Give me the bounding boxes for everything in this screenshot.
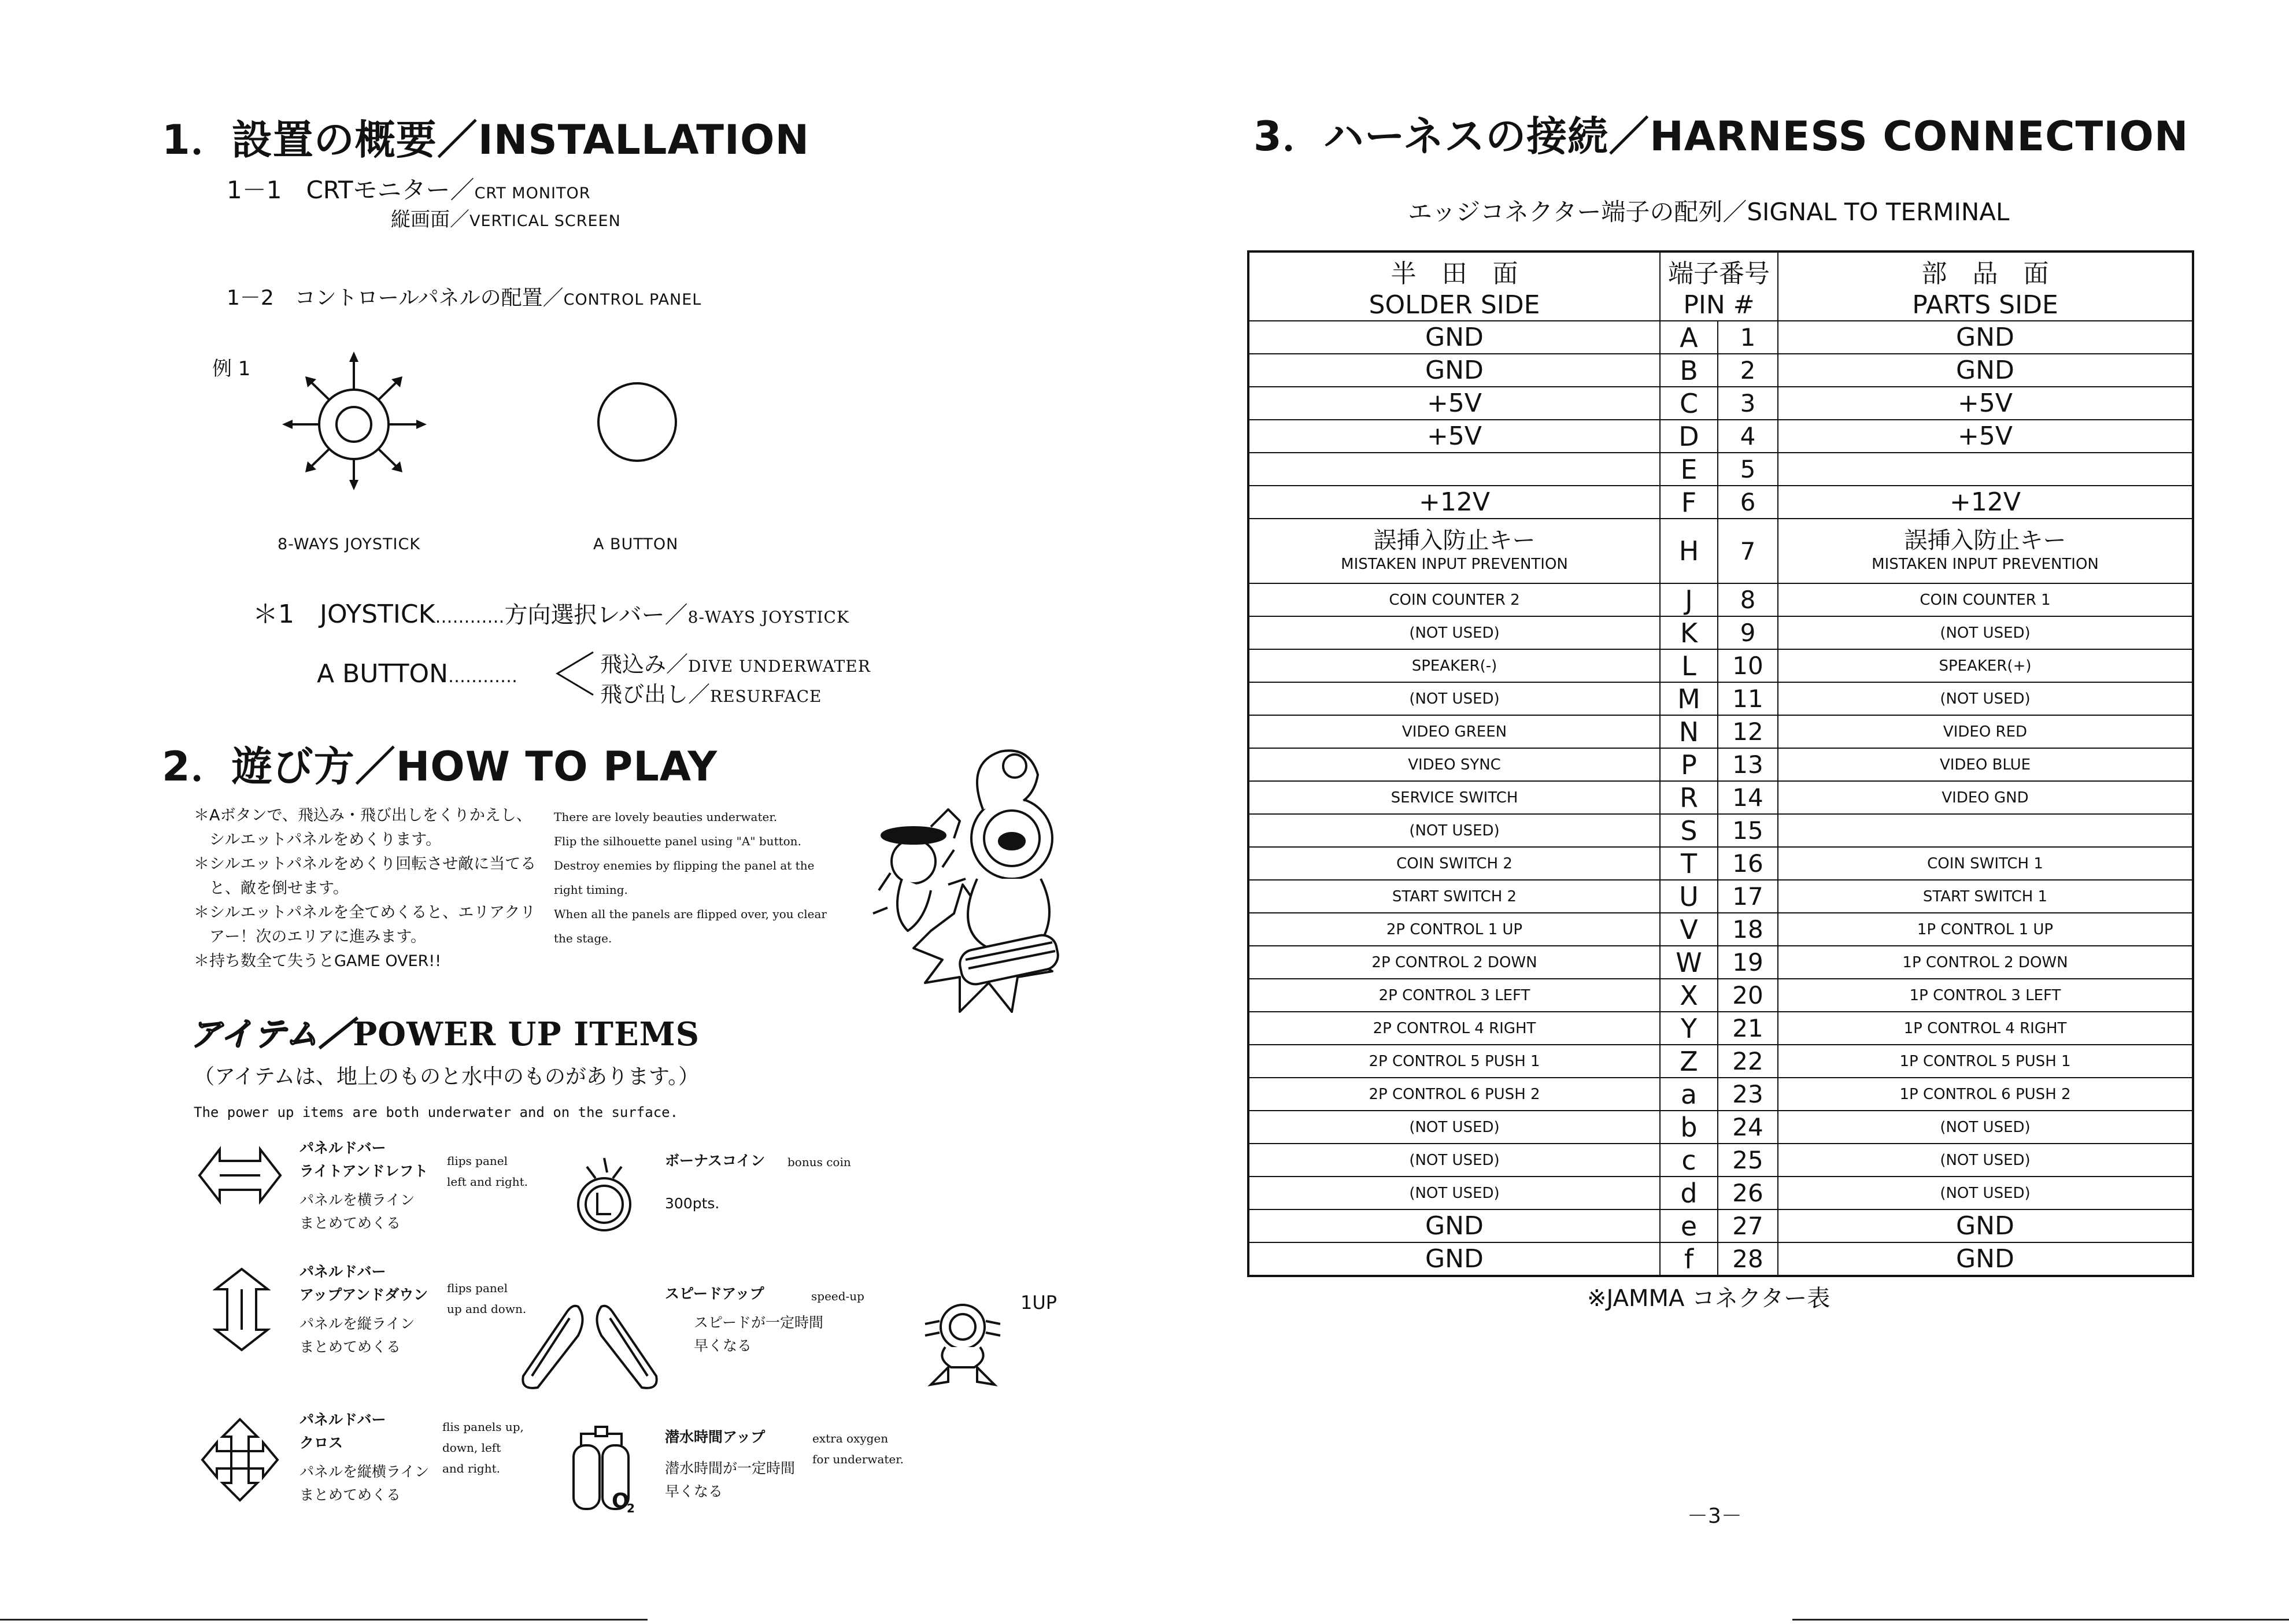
pin-number-cell: 6 bbox=[1718, 486, 1778, 519]
note-star: ＊1 bbox=[253, 600, 294, 629]
pin-number-cell: 17 bbox=[1718, 880, 1778, 913]
howto-en-line: Destroy enemies by flipping the panel at the bbox=[554, 859, 815, 872]
parts-side-cell: (NOT USED) bbox=[1778, 682, 2193, 715]
solder-side-en-header: SOLDER SIDE bbox=[1248, 290, 1660, 321]
parts-side-cell: 1P CONTROL 1 UP bbox=[1778, 913, 2193, 946]
pin-row bbox=[1248, 979, 2193, 1012]
pin-letter-cell: P bbox=[1660, 748, 1718, 781]
pin-number-cell: 11 bbox=[1718, 682, 1778, 715]
pin-letter-cell: Z bbox=[1660, 1045, 1718, 1078]
crt-monitor-label bbox=[227, 171, 591, 206]
pin-letter-cell: d bbox=[1660, 1177, 1718, 1209]
parts-side-cell: 1P CONTROL 3 LEFT bbox=[1778, 979, 2193, 1012]
dive-note bbox=[600, 646, 871, 678]
parts-side-cell: VIDEO BLUE bbox=[1778, 748, 2193, 781]
pin-row bbox=[1248, 354, 2193, 387]
item-coin bbox=[665, 1149, 765, 1215]
pin-rows bbox=[1248, 321, 2193, 1276]
pin-row bbox=[1248, 1177, 2193, 1209]
solder-side-cell: (NOT USED) bbox=[1248, 1144, 1660, 1177]
joystick-caption: 8-WAYS JOYSTICK bbox=[278, 535, 421, 553]
pin-number-cell: 7 bbox=[1718, 519, 1778, 583]
solder-side-cell: +5V bbox=[1248, 387, 1660, 420]
oxygen-tank-icon bbox=[567, 1422, 642, 1515]
pin-letter-cell: X bbox=[1660, 979, 1718, 1012]
pin-letter-cell: S bbox=[1660, 814, 1718, 847]
parts-side-cell: SPEAKER(+) bbox=[1778, 649, 2193, 682]
pin-row bbox=[1248, 420, 2193, 453]
diver-character-illustration bbox=[867, 740, 1099, 1023]
bonus-coin-icon bbox=[570, 1149, 639, 1236]
items-intro: The power up items are both underwater and on the surface. bbox=[194, 1104, 679, 1120]
note-joystick-label: JOYSTICK bbox=[320, 600, 435, 629]
solder-side-cell: 2P CONTROL 5 PUSH 1 bbox=[1248, 1045, 1660, 1078]
harness-pin-table bbox=[1247, 250, 2194, 1277]
joystick-icon bbox=[278, 347, 434, 491]
howto-jp-line: シルエットパネルをめくります。 bbox=[194, 831, 442, 849]
parts-side-cell bbox=[1778, 814, 2193, 847]
howto-en-list bbox=[554, 805, 827, 950]
item-en: flips panel bbox=[447, 1281, 508, 1295]
parts-side-cell: +5V bbox=[1778, 387, 2193, 420]
parts-side-jp-header: 部 品 面 bbox=[1778, 251, 2193, 290]
pin-number-cell: 14 bbox=[1718, 781, 1778, 814]
solder-side-cell: 2P CONTROL 3 LEFT bbox=[1248, 979, 1660, 1012]
parts-side-cell: GND bbox=[1778, 354, 2193, 387]
solder-side-cell: GND bbox=[1248, 1242, 1660, 1276]
vertical-screen-en: VERTICAL SCREEN bbox=[469, 212, 621, 230]
items-title-en: POWER UP ITEMS bbox=[353, 1015, 700, 1053]
parts-side-cell: (NOT USED) bbox=[1778, 1111, 2193, 1144]
item-name: ボーナスコイン bbox=[665, 1152, 766, 1169]
parts-side-cell: +12V bbox=[1778, 486, 2193, 519]
items-title-jp: アイテム／ bbox=[190, 1016, 353, 1053]
pin-letter-cell: Y bbox=[1660, 1012, 1718, 1045]
solder-side-cell: (NOT USED) bbox=[1248, 616, 1660, 649]
solder-side-cell: GND bbox=[1248, 1209, 1660, 1242]
one-up-label: 1UP bbox=[1020, 1292, 1057, 1314]
item-name: パネルドバー bbox=[299, 1411, 386, 1428]
solder-side-cell: 2P CONTROL 6 PUSH 2 bbox=[1248, 1078, 1660, 1111]
pin-number-cell: 3 bbox=[1718, 387, 1778, 420]
pin-number-cell: 1 bbox=[1718, 321, 1778, 354]
parts-side-cell: (NOT USED) bbox=[1778, 616, 2193, 649]
solder-side-cell: (NOT USED) bbox=[1248, 682, 1660, 715]
solder-side-cell: SPEAKER(-) bbox=[1248, 649, 1660, 682]
item-desc: まとめてめくる bbox=[299, 1338, 401, 1355]
resurface-note bbox=[600, 676, 822, 708]
pin-number-cell: 18 bbox=[1718, 913, 1778, 946]
howto-en-line: Flip the silhouette panel using "A" button. bbox=[554, 834, 801, 848]
pin-letter-cell: T bbox=[1660, 847, 1718, 880]
item-oxygen-en bbox=[812, 1428, 904, 1470]
item-desc: 潜水時間が一定時間 bbox=[665, 1460, 796, 1477]
howto-jp-line: ＊シルエットパネルを全てめくると、エリアクリ bbox=[194, 904, 536, 922]
parts-side-en-header: PARTS SIDE bbox=[1778, 290, 2193, 321]
note-joystick-jp: 方向選択レバー／ bbox=[504, 602, 688, 628]
item-desc: スピードが一定時間 bbox=[694, 1314, 824, 1331]
item-cross-en bbox=[442, 1416, 524, 1479]
items-subtitle: （アイテムは、地上のものと水中のものがあります。） bbox=[194, 1065, 700, 1089]
vertical-screen-jp: 縦画面／ bbox=[391, 208, 469, 231]
svg-text:2: 2 bbox=[627, 1501, 635, 1515]
solder-side-cell bbox=[1248, 519, 1660, 583]
pin-number-cell: 20 bbox=[1718, 979, 1778, 1012]
button-note bbox=[317, 659, 517, 689]
item-desc: 早くなる bbox=[665, 1483, 723, 1500]
howto-jp-line: アー！次のエリアに進みます。 bbox=[194, 928, 427, 946]
item-en: extra oxygen bbox=[812, 1431, 889, 1445]
solder-side-jp-header: 半 田 面 bbox=[1248, 251, 1660, 290]
solder-side-cell: (NOT USED) bbox=[1248, 814, 1660, 847]
pin-letter-cell: D bbox=[1660, 420, 1718, 453]
pin-letter-cell: B bbox=[1660, 354, 1718, 387]
pin-row bbox=[1248, 616, 2193, 649]
pin-number-cell: 23 bbox=[1718, 1078, 1778, 1111]
item-desc: まとめてめくる bbox=[299, 1486, 401, 1503]
pin-row bbox=[1248, 321, 2193, 354]
parts-side-cell: (NOT USED) bbox=[1778, 1177, 2193, 1209]
parts-side-cell: 1P CONTROL 2 DOWN bbox=[1778, 946, 2193, 979]
control-panel-jp: 1－2 コントロールパネルの配置／ bbox=[227, 286, 564, 310]
pin-letter-cell: U bbox=[1660, 880, 1718, 913]
item-desc: まとめてめくる bbox=[299, 1215, 401, 1231]
solder-side-cell: GND bbox=[1248, 321, 1660, 354]
howto-en-line: There are lovely beauties underwater. bbox=[554, 810, 778, 824]
flippers-icon bbox=[515, 1295, 665, 1393]
panel-bar-cross-icon bbox=[199, 1416, 280, 1503]
solder-side-cell: COIN SWITCH 2 bbox=[1248, 847, 1660, 880]
pin-row bbox=[1248, 1045, 2193, 1078]
howto-jp-line: ＊持ち数全て失うとGAME OVER!! bbox=[194, 952, 442, 970]
pin-number-cell: 26 bbox=[1718, 1177, 1778, 1209]
item-up-down bbox=[299, 1260, 428, 1359]
pin-number-cell: 21 bbox=[1718, 1012, 1778, 1045]
parts-side-cell bbox=[1778, 453, 2193, 486]
pin-letter-cell: E bbox=[1660, 453, 1718, 486]
section2-title: 2．遊び方／HOW TO PLAY bbox=[162, 743, 718, 790]
parts-side-cell: 1P CONTROL 4 RIGHT bbox=[1778, 1012, 2193, 1045]
solder-side-cell: COIN COUNTER 2 bbox=[1248, 583, 1660, 616]
solder-side-cell: VIDEO SYNC bbox=[1248, 748, 1660, 781]
solder-side-cell-en: MISTAKEN INPUT PREVENTION bbox=[1341, 556, 1568, 573]
solder-side-cell-jp: 誤挿入防止キー bbox=[1373, 527, 1536, 554]
pin-row bbox=[1248, 748, 2193, 781]
parts-side-cell: GND bbox=[1778, 321, 2193, 354]
pin-letter-cell: b bbox=[1660, 1111, 1718, 1144]
item-speed-en: speed-up bbox=[811, 1289, 864, 1303]
parts-side-cell-en: MISTAKEN INPUT PREVENTION bbox=[1872, 556, 2099, 573]
pin-number-cell: 5 bbox=[1718, 453, 1778, 486]
pin-number-cell: 15 bbox=[1718, 814, 1778, 847]
parts-side-cell: 1P CONTROL 6 PUSH 2 bbox=[1778, 1078, 2193, 1111]
pin-row bbox=[1248, 649, 2193, 682]
parts-side-cell: +5V bbox=[1778, 420, 2193, 453]
jamma-note: ※JAMMA コネクター表 bbox=[1587, 1285, 1831, 1312]
howto-en-line: right timing. bbox=[554, 883, 628, 897]
item-name: スピードアップ bbox=[665, 1285, 764, 1302]
item-name: アップアンドダウン bbox=[299, 1286, 428, 1303]
note-button-label: A BUTTON bbox=[317, 659, 449, 689]
pin-letter-cell: A bbox=[1660, 321, 1718, 354]
item-desc: パネルを縦横ライン bbox=[299, 1463, 430, 1480]
solder-side-cell: (NOT USED) bbox=[1248, 1111, 1660, 1144]
pin-letter-cell: M bbox=[1660, 682, 1718, 715]
pin-letter-cell: a bbox=[1660, 1078, 1718, 1111]
panel-bar-up-down-icon bbox=[213, 1266, 271, 1353]
pin-number-cell: 8 bbox=[1718, 583, 1778, 616]
pin-number-cell: 28 bbox=[1718, 1242, 1778, 1276]
item-name: ライトアンドレフト bbox=[299, 1163, 428, 1179]
pin-number-cell: 10 bbox=[1718, 649, 1778, 682]
parts-side-cell: START SWITCH 1 bbox=[1778, 880, 2193, 913]
items-title bbox=[190, 1009, 700, 1055]
pin-number-cell: 24 bbox=[1718, 1111, 1778, 1144]
section3-title: 3．ハーネスの接続／HARNESS CONNECTION bbox=[1253, 113, 2189, 160]
pin-row bbox=[1248, 715, 2193, 748]
pin-letter-cell: C bbox=[1660, 387, 1718, 420]
item-left-right-en bbox=[447, 1151, 528, 1192]
howto-jp-line: ＊Aボタンで、飛込み・飛び出しをくりかえし、 bbox=[194, 807, 532, 824]
pin-number-cell: 19 bbox=[1718, 946, 1778, 979]
howto-jp-line: ＊シルエットパネルをめくり回転させ敵に当てる bbox=[194, 855, 537, 873]
pin-row bbox=[1248, 1111, 2193, 1144]
howto-jp-line: と、敵を倒せます。 bbox=[194, 879, 349, 897]
howto-jp-list bbox=[194, 804, 536, 974]
solder-side-cell: 2P CONTROL 1 UP bbox=[1248, 913, 1660, 946]
pin-letter-cell: e bbox=[1660, 1209, 1718, 1242]
crt-monitor-jp: 1－1 CRTモニター／ bbox=[227, 176, 475, 204]
table-title: エッジコネクター端子の配列／SIGNAL TO TERMINAL bbox=[1408, 198, 2010, 226]
resurface-en: RESURFACE bbox=[710, 687, 822, 706]
pin-number-cell: 27 bbox=[1718, 1209, 1778, 1242]
scan-edge-line bbox=[0, 1619, 648, 1621]
parts-side-cell-jp: 誤挿入防止キー bbox=[1904, 527, 2066, 554]
parts-side-cell: GND bbox=[1778, 1242, 2193, 1276]
pin-letter-cell: R bbox=[1660, 781, 1718, 814]
parts-side-cell: (NOT USED) bbox=[1778, 1144, 2193, 1177]
parts-side-cell bbox=[1778, 519, 2193, 583]
solder-side-cell: GND bbox=[1248, 354, 1660, 387]
pin-letter-cell: L bbox=[1660, 649, 1718, 682]
pin-jp-header: 端子番号 bbox=[1660, 251, 1778, 290]
pin-row bbox=[1248, 583, 2193, 616]
svg-text:O: O bbox=[612, 1489, 630, 1513]
item-name: 潜水時間アップ bbox=[665, 1429, 766, 1445]
pin-en-header: PIN # bbox=[1660, 290, 1778, 321]
button-caption: A BUTTON bbox=[593, 535, 679, 553]
pin-number-cell: 13 bbox=[1718, 748, 1778, 781]
branch-lines bbox=[555, 648, 596, 700]
item-speed bbox=[665, 1282, 823, 1357]
item-en: and right. bbox=[442, 1462, 500, 1475]
item-en: down, left bbox=[442, 1441, 501, 1455]
item-cross bbox=[299, 1408, 429, 1507]
item-en: flis panels up, bbox=[442, 1420, 524, 1434]
pin-number-cell: 2 bbox=[1718, 354, 1778, 387]
parts-side-cell: VIDEO GND bbox=[1778, 781, 2193, 814]
pin-row bbox=[1248, 781, 2193, 814]
pin-letter-cell: H bbox=[1660, 519, 1718, 583]
solder-side-cell: START SWITCH 2 bbox=[1248, 880, 1660, 913]
pin-row bbox=[1248, 1242, 2193, 1276]
section1-title: 1．設置の概要／INSTALLATION bbox=[162, 116, 810, 164]
pin-letter-cell: J bbox=[1660, 583, 1718, 616]
solder-side-cell: +12V bbox=[1248, 486, 1660, 519]
panel-bar-left-right-icon bbox=[197, 1144, 283, 1207]
note-joystick-en: 8-WAYS JOYSTICK bbox=[687, 608, 849, 627]
one-up-character-icon bbox=[914, 1295, 1012, 1388]
item-name: パネルドバー bbox=[299, 1140, 386, 1156]
dive-en: DIVE UNDERWATER bbox=[688, 657, 871, 676]
pin-number-cell: 9 bbox=[1718, 616, 1778, 649]
parts-side-cell: 1P CONTROL 5 PUSH 1 bbox=[1778, 1045, 2193, 1078]
dive-jp: 飛込み／ bbox=[600, 652, 689, 677]
pin-number-cell: 22 bbox=[1718, 1045, 1778, 1078]
pin-letter-cell: W bbox=[1660, 946, 1718, 979]
item-en: for underwater. bbox=[812, 1452, 904, 1466]
pin-letter-cell: f bbox=[1660, 1242, 1718, 1276]
item-desc: 早くなる bbox=[694, 1337, 752, 1354]
pin-row bbox=[1248, 946, 2193, 979]
pin-row bbox=[1248, 387, 2193, 420]
pin-number-cell: 4 bbox=[1718, 420, 1778, 453]
page-number: －3－ bbox=[1687, 1504, 1742, 1528]
howto-en-line: When all the panels are flipped over, you clear bbox=[554, 907, 827, 921]
item-desc: パネルを縦ライン bbox=[299, 1315, 415, 1332]
pin-row bbox=[1248, 847, 2193, 880]
pin-row bbox=[1248, 519, 2193, 583]
solder-side-cell: 2P CONTROL 4 RIGHT bbox=[1248, 1012, 1660, 1045]
parts-side-cell: GND bbox=[1778, 1209, 2193, 1242]
item-en: left and right. bbox=[447, 1175, 528, 1189]
item-en: flips panel bbox=[447, 1154, 508, 1168]
item-desc: パネルを横ライン bbox=[299, 1192, 415, 1208]
pin-row bbox=[1248, 1012, 2193, 1045]
pin-letter-cell: V bbox=[1660, 913, 1718, 946]
item-desc: 300pts. bbox=[665, 1195, 720, 1212]
solder-side-cell: VIDEO GREEN bbox=[1248, 715, 1660, 748]
howto-en-line: the stage. bbox=[554, 931, 612, 945]
control-panel-label bbox=[227, 282, 701, 311]
joystick-note bbox=[253, 593, 849, 630]
pin-row bbox=[1248, 682, 2193, 715]
parts-side-cell: COIN SWITCH 1 bbox=[1778, 847, 2193, 880]
pin-row bbox=[1248, 880, 2193, 913]
pin-row bbox=[1248, 453, 2193, 486]
item-en: up and down. bbox=[447, 1302, 527, 1316]
item-name: クロス bbox=[299, 1434, 343, 1451]
resurface-jp: 飛び出し／ bbox=[600, 682, 711, 707]
item-oxygen bbox=[665, 1426, 795, 1503]
item-left-right bbox=[299, 1137, 428, 1235]
note-button-dots: ………… bbox=[448, 667, 518, 687]
parts-side-cell: VIDEO RED bbox=[1778, 715, 2193, 748]
pin-letter-cell: N bbox=[1660, 715, 1718, 748]
pin-row bbox=[1248, 1209, 2193, 1242]
item-name: パネルドバー bbox=[299, 1263, 386, 1280]
pin-letter-cell: K bbox=[1660, 616, 1718, 649]
pin-row bbox=[1248, 486, 2193, 519]
scan-edge-line bbox=[1792, 1619, 2289, 1621]
solder-side-cell bbox=[1248, 453, 1660, 486]
a-button-icon bbox=[594, 382, 680, 463]
control-panel-en: CONTROL PANEL bbox=[563, 291, 702, 309]
table-header-jp bbox=[1248, 251, 2193, 290]
vertical-screen-label bbox=[391, 204, 621, 232]
pin-number-cell: 25 bbox=[1718, 1144, 1778, 1177]
pin-letter-cell: F bbox=[1660, 486, 1718, 519]
pin-row bbox=[1248, 1078, 2193, 1111]
parts-side-cell: COIN COUNTER 1 bbox=[1778, 583, 2193, 616]
pin-row bbox=[1248, 1144, 2193, 1177]
solder-side-cell: SERVICE SWITCH bbox=[1248, 781, 1660, 814]
pin-row bbox=[1248, 913, 2193, 946]
crt-monitor-en: CRT MONITOR bbox=[474, 184, 591, 202]
solder-side-cell: +5V bbox=[1248, 420, 1660, 453]
solder-side-cell: 2P CONTROL 2 DOWN bbox=[1248, 946, 1660, 979]
pin-number-cell: 16 bbox=[1718, 847, 1778, 880]
solder-side-cell: (NOT USED) bbox=[1248, 1177, 1660, 1209]
table-header-en bbox=[1248, 290, 2193, 321]
pin-letter-cell: c bbox=[1660, 1144, 1718, 1177]
pin-number-cell: 12 bbox=[1718, 715, 1778, 748]
note-joystick-dots: ………… bbox=[435, 607, 505, 627]
item-coin-en: bonus coin bbox=[787, 1155, 851, 1169]
example-label: 例 1 bbox=[212, 357, 251, 380]
pin-row bbox=[1248, 814, 2193, 847]
